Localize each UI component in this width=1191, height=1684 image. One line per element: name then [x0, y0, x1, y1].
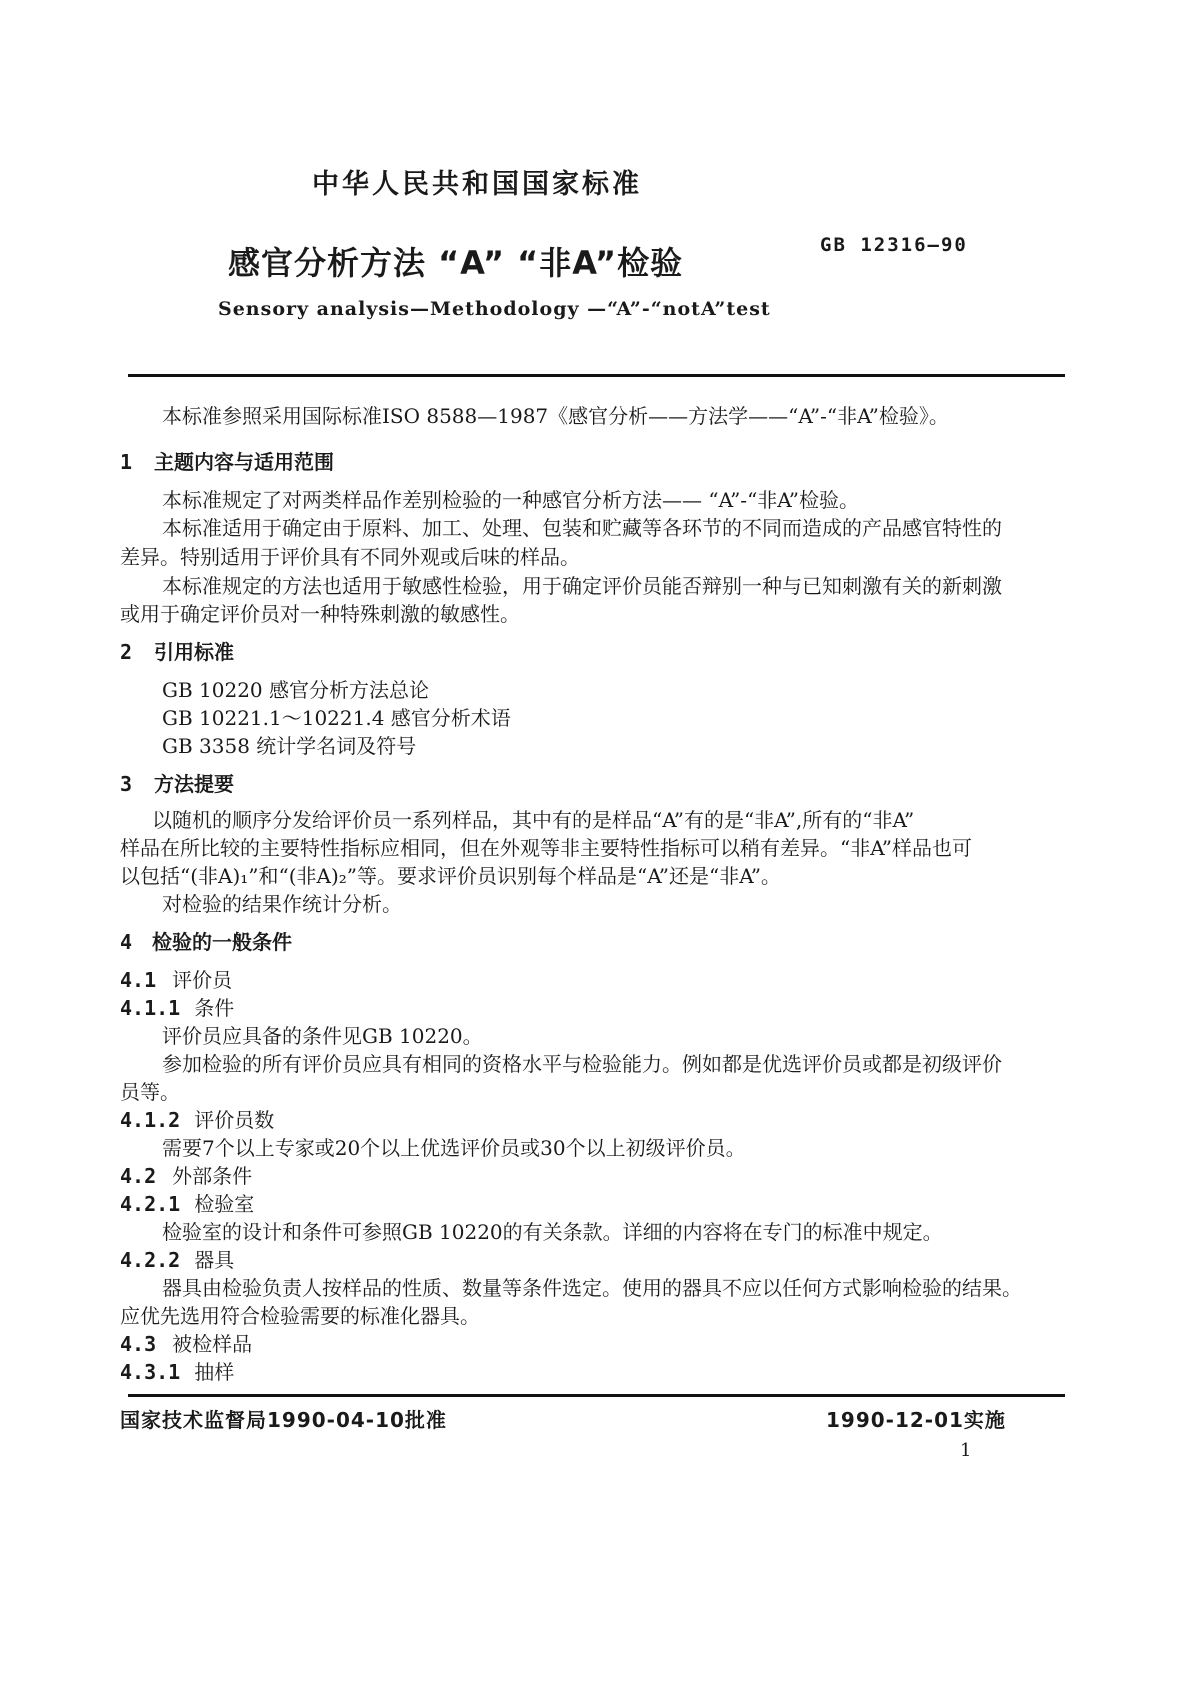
subsection-heading: [120, 1106, 274, 1134]
subsection-number: 4.3.1: [120, 1360, 181, 1384]
subsection-title: 外部条件: [172, 1164, 253, 1188]
subsection-number: 4.1: [120, 968, 157, 992]
section-title: 主题内容与适用范围: [154, 450, 335, 474]
section-heading: [120, 770, 234, 798]
subsection-heading: [120, 1162, 252, 1190]
subsection-title: 器具: [194, 1248, 235, 1272]
subsection-heading: [120, 966, 232, 994]
paragraph: 器具由检验负责人按样品的性质、数量等条件选定。使用的器具不应以任何方式影响检验的结果。: [162, 1276, 1022, 1300]
subsection-title: 评价员: [172, 968, 233, 992]
subsection-number: 4.3: [120, 1332, 157, 1356]
intro-paragraph: 本标准参照采用国际标准ISO 8588—1987《感官分析——方法学——“A”-“非A”检验》。: [162, 404, 949, 428]
paragraph: 以随机的顺序分发给评价员一系列样品，其中有的是样品“A”有的是“非A”,所有的“非A”: [152, 808, 915, 832]
subsection-heading: [120, 1246, 234, 1274]
subsection-number: 4.2: [120, 1164, 157, 1188]
paragraph: 以包括“(非A)₁”和“(非A)₂”等。要求评价员识别每个样品是“A”还是“非A”。: [120, 864, 781, 888]
subsection-number: 4.1.1: [120, 996, 181, 1020]
subsection-heading: [120, 1330, 252, 1358]
subsection-title: 检验室: [194, 1192, 255, 1216]
section-heading: [120, 448, 334, 476]
subsection-title: 评价员数: [194, 1108, 275, 1132]
paragraph: 需要7个以上专家或20个以上优选评价员或30个以上初级评价员。: [162, 1136, 746, 1160]
section-number: 3: [120, 772, 133, 796]
section-number: 4: [120, 930, 133, 954]
paragraph: 参加检验的所有评价员应具有相同的资格水平与检验能力。例如都是优选评价员或都是初级评价: [162, 1052, 1002, 1076]
subsection-number: 4.2.1: [120, 1192, 181, 1216]
paragraph: 评价员应具备的条件见GB 10220。: [162, 1024, 483, 1048]
section-title: 引用标准: [154, 640, 235, 664]
section-title: 检验的一般条件: [152, 930, 293, 954]
subsection-title: 条件: [194, 996, 235, 1020]
subsection-title: 抽样: [194, 1360, 235, 1384]
page-number: 1: [960, 1440, 972, 1461]
section-heading: [120, 928, 292, 956]
section-title: 方法提要: [154, 772, 235, 796]
paragraph: 本标准规定的方法也适用于敏感性检验，用于确定评价员能否辩别一种与已知刺激有关的新刺激: [162, 574, 1002, 598]
paragraph: 对检验的结果作统计分析。: [162, 892, 402, 916]
reference-item: GB 3358 统计学名词及符号: [162, 734, 417, 758]
effective-date-line: 1990-12-01实施: [826, 1408, 1006, 1432]
paragraph: 本标准规定了对两类样品作差别检验的一种感官分析方法—— “A”-“非A”检验。: [162, 488, 860, 512]
subsection-heading: [120, 1190, 254, 1218]
document-title-en: Sensory analysis—Methodology —“A”-“notA”test: [218, 298, 771, 320]
reference-item: GB 10220 感官分析方法总论: [162, 678, 430, 702]
paragraph: 样品在所比较的主要特性指标应相同，但在外观等非主要特性指标可以稍有差异。“非A”样品也可: [120, 836, 972, 860]
paragraph: 应优先选用符合检验需要的标准化器具。: [120, 1304, 480, 1328]
subsection-number: 4.1.2: [120, 1108, 181, 1132]
section-number: 2: [120, 640, 133, 664]
subsection-number: 4.2.2: [120, 1248, 181, 1272]
section-number: 1: [120, 450, 133, 474]
subsection-title: 被检样品: [172, 1332, 253, 1356]
paragraph: 或用于确定评价员对一种特殊刺激的敏感性。: [120, 602, 520, 626]
approval-line: 国家技术监督局1990-04-10批准: [120, 1408, 447, 1432]
document-title-cn: 感官分析方法 “A” “非A”检验: [228, 244, 684, 282]
header-rule: [128, 374, 1065, 377]
section-heading: [120, 638, 234, 666]
paragraph: 差异。特别适用于评价具有不同外观或后味的样品。: [120, 545, 580, 569]
paragraph: 检验室的设计和条件可参照GB 10220的有关条款。详细的内容将在专门的标准中规定。: [162, 1220, 943, 1244]
paragraph: 本标准适用于确定由于原料、加工、处理、包装和贮藏等各环节的不同而造成的产品感官特性的: [162, 516, 1002, 540]
country-standard-heading: 中华人民共和国国家标准: [312, 169, 642, 200]
standard-code: GB 12316—90: [820, 234, 968, 256]
footer-rule: [128, 1394, 1065, 1397]
reference-item: GB 10221.1～10221.4 感官分析术语: [162, 706, 511, 730]
subsection-heading: [120, 994, 234, 1022]
paragraph: 员等。: [120, 1080, 180, 1104]
subsection-heading: [120, 1358, 234, 1386]
